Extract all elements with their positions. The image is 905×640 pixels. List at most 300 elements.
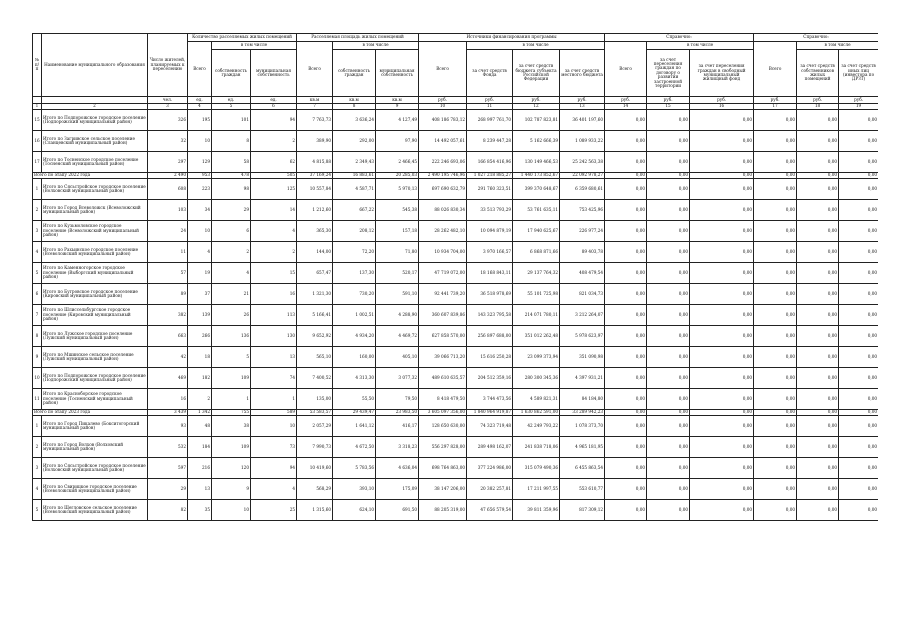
unit-cell: руб. [605,97,647,104]
value-cell: 4 934,20 [333,326,376,347]
value-cell: 0,00 [647,131,690,152]
value-cell: 42 249 793,22 [513,416,560,437]
value-cell: 0,00 [605,200,647,221]
unit-cell: руб. [690,97,754,104]
value-cell: 0,00 [605,458,647,479]
value-cell: 597 [148,458,188,479]
value-cell: 0,00 [605,152,647,173]
total-label: Всего по этапу 2022 года [33,173,148,179]
value-cell: 74 [251,368,297,389]
value-cell: 0,00 [839,326,878,347]
value-cell: 37 169,24 [297,173,333,179]
header-ref-other: за счет средств иных лиц (инвестора по ДРЗТ) [839,50,878,97]
value-cell: 0,00 [839,437,878,458]
value-cell: 0,00 [839,173,878,179]
header-ref-owners: за счет средств собственников жилых помещений [797,50,839,97]
value-cell: 0,00 [839,389,878,410]
value-cell: 17 940 625,67 [513,221,560,242]
column-number: 6 [251,104,297,110]
value-cell: 4 [188,242,212,263]
value-cell: 0,00 [797,179,839,200]
value-cell: 35 [188,500,212,521]
value-cell: 0,00 [647,221,690,242]
value-cell: 10 094 879,19 [467,221,513,242]
value-cell: 1 342 [188,410,212,416]
value-cell: 0,00 [754,437,797,458]
value-cell: 16 883,61 [333,173,376,179]
value-cell: 608 [148,179,188,200]
row-number: 4 [33,242,42,263]
table-row [33,305,879,326]
value-cell: 0,00 [647,389,690,410]
value-cell: 101 [212,110,251,131]
value-cell: 382 [148,305,188,326]
row-number: 4 [33,479,42,500]
value-cell: 143 323 795,58 [467,305,513,326]
table-row [33,347,879,368]
value-cell: 0,00 [754,347,797,368]
municipality-name: Итого по Загривское сельское поселение (Сланцевский муниципальный район) [42,131,148,152]
value-cell: 13 [188,479,212,500]
value-cell: 0,00 [690,131,754,152]
value-cell: 33 513 793,29 [467,200,513,221]
value-cell: 0,00 [690,416,754,437]
value-cell: 23 983,50 [376,410,419,416]
value-cell: 1 212,60 [297,200,333,221]
header-count-including: в том числе [212,42,297,50]
header-count-group: Количество расселяемых жилых помещений [188,34,297,42]
value-cell: 93 [148,416,188,437]
municipality-name: Итого по Сясьстройское городское поселение (Волховский муниципальный район) [42,179,148,200]
value-cell: 0,00 [605,110,647,131]
value-cell: 10 [188,221,212,242]
value-cell: 48 [188,416,212,437]
value-cell: 14 492 057,61 [419,131,467,152]
value-cell: 0,00 [690,152,754,173]
value-cell: 4 [251,221,297,242]
value-cell: 55,50 [333,389,376,410]
table-body [33,110,879,521]
value-cell: 39 811 359,96 [513,500,560,521]
unit-cell: ед. [251,97,297,104]
value-cell: 58 [212,152,251,173]
value-cell: 204 512 359,16 [467,368,513,389]
value-cell: 520,17 [376,263,419,284]
municipality-name: Итого по Кузьмоловское городское поселение (Всеволожский муниципальный район) [42,221,148,242]
value-cell: 29 [148,479,188,500]
value-cell: 98 [212,179,251,200]
value-cell: 0,00 [605,284,647,305]
header-ref2-total: Всего [754,42,797,97]
value-cell: 3 970 166,57 [467,242,513,263]
value-cell: 14 [251,200,297,221]
value-cell: 130 149 466,53 [513,152,560,173]
column-number: 8 [333,104,376,110]
value-cell: 1 089 933,22 [560,131,605,152]
value-cell: 0,00 [797,500,839,521]
value-cell: 408 479,54 [560,263,605,284]
value-cell: 0,00 [797,437,839,458]
value-cell: 0,00 [605,410,647,416]
value-cell: 4 469,72 [376,326,419,347]
value-cell: 57 [148,263,188,284]
value-cell: 0,00 [797,173,839,179]
municipality-name: Итого по Шлиссельбургское городское поселение (Кировский муниципальный район) [42,305,148,326]
value-cell: 37 [188,284,212,305]
value-cell: 0,00 [754,221,797,242]
table-row [33,263,879,284]
table-row [33,200,879,221]
value-cell: 29 137 764,32 [513,263,560,284]
value-cell: 0,00 [647,200,690,221]
value-cell: 624,10 [333,500,376,521]
row-number: 11 [33,389,42,410]
value-cell: 0,00 [690,437,754,458]
value-cell: 553 610,77 [560,479,605,500]
unit-cell: кв.м [376,97,419,104]
value-cell: 62 [251,152,297,173]
header-finance-including: в том числе [467,42,605,50]
value-cell: 365,30 [297,221,333,242]
value-cell: 3 077,32 [376,368,419,389]
value-cell: 29 439,47 [333,410,376,416]
row-number: 10 [33,368,42,389]
value-cell: 36 401 197,60 [560,110,605,131]
value-cell: 10 [212,500,251,521]
value-cell: 0,00 [839,305,878,326]
value-cell: 8 239 447,28 [467,131,513,152]
value-cell: 953 [188,173,212,179]
value-cell: 2 057,29 [297,416,333,437]
value-cell: 3 605 097 356,00 [419,410,467,416]
value-cell: 4 587,71 [333,179,376,200]
value-cell: 0,00 [605,347,647,368]
value-cell: 214 071 780,11 [513,305,560,326]
unit-cell [33,97,42,104]
row-number: 5 [33,500,42,521]
value-cell: 0,00 [797,410,839,416]
value-cell: 0,00 [839,131,878,152]
value-cell: 0,00 [839,410,878,416]
value-cell: 1 027 218 885,27 [467,173,513,179]
value-cell: 0,00 [839,152,878,173]
value-cell: 0,00 [605,389,647,410]
value-cell: 3 212 264,07 [560,305,605,326]
value-cell: 53 583,57 [297,410,333,416]
value-cell: 698 764 863,00 [419,458,467,479]
value-cell: 0,00 [839,458,878,479]
row-number: 3 [33,458,42,479]
value-cell: 10 557,84 [297,179,333,200]
value-cell: 1 321,30 [297,284,333,305]
column-number: 10 [419,104,467,110]
value-cell: 0,00 [647,110,690,131]
value-cell: 0,00 [839,368,878,389]
value-cell: 128 650 630,00 [419,416,467,437]
value-cell: 0,00 [647,263,690,284]
value-cell: 5 166,41 [297,305,333,326]
value-cell: 0,00 [690,368,754,389]
unit-cell: руб. [839,97,878,104]
value-cell: 157,18 [376,221,419,242]
value-cell: 0,00 [605,131,647,152]
value-cell: 0,00 [839,263,878,284]
value-cell: 25 [251,500,297,521]
unit-cell: руб. [419,97,467,104]
value-cell: 4 965 181,95 [560,437,605,458]
value-cell: 38 147 206,00 [419,479,467,500]
unit-cell [42,97,148,104]
value-cell: 589 [251,410,297,416]
table-row [33,110,879,131]
value-cell: 292,00 [333,131,376,152]
header-ref1-total: Всего [605,42,647,97]
value-cell: 0,00 [754,284,797,305]
value-cell: 6 [212,221,251,242]
row-number: 7 [33,305,42,326]
table-row [33,368,879,389]
value-cell: 0,00 [797,326,839,347]
value-cell: 88 026 830,34 [419,200,467,221]
value-cell: 0,00 [605,326,647,347]
value-cell: 0,00 [647,179,690,200]
value-cell: 2 490 [148,173,188,179]
value-cell: 7 400,52 [297,368,333,389]
value-cell: 92 441 739,20 [419,284,467,305]
units-row [33,97,879,104]
value-cell: 0,00 [797,131,839,152]
column-number: 2 [42,104,148,110]
header-count-total: Всего [188,42,212,97]
value-cell: 469 [148,368,188,389]
value-cell: 478 [212,173,251,179]
value-cell: 0,00 [754,200,797,221]
value-cell: 136 [212,326,251,347]
municipality-name: Итого по Бугровское городское поселение (Кировский муниципальный район) [42,284,148,305]
value-cell: 0,00 [797,368,839,389]
value-cell: 9 652,92 [297,326,333,347]
table-row [33,458,879,479]
value-cell: 0,00 [839,284,878,305]
column-number: 14 [605,104,647,110]
value-cell: 591,10 [376,284,419,305]
value-cell: 326 [148,110,188,131]
value-cell: 0,00 [754,368,797,389]
header-fund: за счет средств Фонда [467,50,513,97]
value-cell: 351 012 262,48 [513,326,560,347]
value-cell: 0,00 [647,152,690,173]
value-cell: 89 403,78 [560,242,605,263]
municipality-name: Итого по Свирицкое городское поселение (Всеволожский муниципальный район) [42,479,148,500]
value-cell: 0,00 [690,263,754,284]
value-cell: 0,00 [647,326,690,347]
municipality-name: Итого по Город Пикалево (Бокситогорский муниципальный район) [42,416,148,437]
value-cell: 5 978 623,97 [560,326,605,347]
value-cell: 71,80 [376,242,419,263]
municipality-name: Итого по Лужское городское поселение (Лужский муниципальный район) [42,326,148,347]
value-cell: 0,00 [754,305,797,326]
value-cell: 0,00 [690,200,754,221]
value-cell: 4 636,04 [376,458,419,479]
header-ref-contract: за счет переселения граждан по договору о развитии застроенной территории [647,50,690,97]
value-cell: 0,00 [690,410,754,416]
value-cell: 94 [251,458,297,479]
row-number: 2 [33,200,42,221]
header-ref2-group: Справочно: [754,34,878,42]
value-cell: 0,00 [797,152,839,173]
value-cell: 0,00 [605,479,647,500]
value-cell: 0,00 [797,221,839,242]
column-number: 1 [33,104,42,110]
value-cell: 0,00 [839,221,878,242]
municipality-name: Итого по Подпорожское городское поселение (Подпорожский муниципальный район) [42,368,148,389]
value-cell: 7 763,73 [297,110,333,131]
header-area-municipal: муниципальная собственность [376,50,419,97]
value-cell: 47 656 579,54 [467,500,513,521]
value-cell: 667,22 [333,200,376,221]
value-cell: 697 690 632,79 [419,179,467,200]
header-subject: за счет средств бюджета субъекта Российской Федерации [513,50,560,97]
value-cell: 268 997 761,70 [467,110,513,131]
value-cell: 0,00 [754,173,797,179]
value-cell: 377 224 986,00 [467,458,513,479]
value-cell: 0,00 [754,326,797,347]
value-cell: 208,12 [333,221,376,242]
table-row [33,221,879,242]
value-cell: 568,29 [297,479,333,500]
total-label: Всего по этапу 2023 года [33,410,148,416]
value-cell: 0,00 [605,242,647,263]
header-name: Наименование муниципального образования [42,34,148,97]
unit-cell: кв.м [297,97,333,104]
value-cell: 817 309,12 [560,500,605,521]
column-number: 9 [376,104,419,110]
value-cell: 0,00 [690,389,754,410]
value-cell: 0,00 [647,458,690,479]
value-cell: 7 990,73 [297,437,333,458]
value-cell: 0,00 [647,500,690,521]
column-number: 17 [754,104,797,110]
column-number: 4 [188,104,212,110]
value-cell: 4 [212,263,251,284]
municipality-name: Итого по Город Волхов (Волховский муниципальный район) [42,437,148,458]
header-ref1-including: в том числе [647,42,754,50]
value-cell: 109 [212,368,251,389]
value-cell: 72,20 [333,242,376,263]
column-number: 12 [513,104,560,110]
value-cell: 4 589 821,31 [513,389,560,410]
value-cell: 6 868 871,66 [513,242,560,263]
value-cell: 4 288,90 [376,305,419,326]
value-cell: 0,00 [690,305,754,326]
table-row [33,242,879,263]
value-cell: 24 [148,221,188,242]
value-cell: 139 [188,305,212,326]
value-cell: 10 [251,416,297,437]
table-row [33,179,879,200]
value-cell: 94 [251,110,297,131]
value-cell: 47 719 072,00 [419,263,467,284]
value-cell: 15 616 250,28 [467,347,513,368]
value-cell: 266 [188,326,212,347]
value-cell: 0,00 [754,416,797,437]
row-number: 9 [33,347,42,368]
value-cell: 3 744 473,56 [467,389,513,410]
value-cell: 0,00 [797,305,839,326]
value-cell: 10 419,60 [297,458,333,479]
header-finance-total: Всего [419,42,467,97]
value-cell: 289 498 162,07 [467,437,513,458]
header-area-including: в том числе [333,42,419,50]
value-cell: 10 934 704,00 [419,242,467,263]
value-cell: 755 [212,410,251,416]
table-row [33,389,879,410]
municipality-name: Итого по Рахьинское городское поселение (Всеволожский муниципальный район) [42,242,148,263]
value-cell: 29 [212,200,251,221]
value-cell: 627 858 570,00 [419,326,467,347]
value-cell: 0,00 [754,242,797,263]
value-cell: 4 127,49 [376,110,419,131]
value-cell: 2 466,45 [376,152,419,173]
value-cell: 0,00 [797,110,839,131]
value-cell: 216 [188,458,212,479]
value-cell: 1 440 173 852,67 [513,173,560,179]
municipality-name: Итого по Красноборское городское поселение (Тосненский муниципальный район) [42,389,148,410]
value-cell: 32 [148,131,188,152]
header-area-total: Всего [297,42,333,97]
value-cell: 0,00 [647,437,690,458]
header-ref-free: за счет переселения граждан в свободный муниципальный жилищный фонд [690,50,754,97]
value-cell: 0,00 [690,221,754,242]
value-cell: 0,00 [754,389,797,410]
value-cell: 0,00 [690,458,754,479]
value-cell: 36 518 978,69 [467,284,513,305]
value-cell: 53 761 635,11 [513,200,560,221]
value-cell: 0,00 [690,179,754,200]
value-cell: 821 034,73 [560,284,605,305]
value-cell: 89 [148,284,188,305]
value-cell: 0,00 [690,173,754,179]
value-cell: 0,00 [797,200,839,221]
table-row [33,326,879,347]
value-cell: 0,00 [690,479,754,500]
value-cell: 195 [188,110,212,131]
value-cell: 135,00 [297,389,333,410]
value-cell: 0,00 [797,389,839,410]
value-cell: 18 [188,347,212,368]
header-ref2-including: в том числе [797,42,878,50]
value-cell: 241 838 718,06 [513,437,560,458]
table-row [33,500,879,521]
value-cell: 20 382 257,81 [467,479,513,500]
value-cell: 3 439 [148,410,188,416]
header-count-own: собственность граждан [212,50,251,97]
value-cell: 393,10 [333,479,376,500]
table-row [33,131,879,152]
value-cell: 663 [148,326,188,347]
row-number: 2 [33,437,42,458]
header-local: за счет средств местного бюджета [560,50,605,97]
value-cell: 0,00 [797,284,839,305]
row-number: 17 [33,152,42,173]
value-cell: 1 641,12 [333,416,376,437]
value-cell: 5 970,13 [376,179,419,200]
value-cell: 1 [212,389,251,410]
value-cell: 2 [212,242,251,263]
value-cell: 753 425,96 [560,200,605,221]
value-cell: 730,20 [333,284,376,305]
value-cell: 22 092 978,27 [560,173,605,179]
